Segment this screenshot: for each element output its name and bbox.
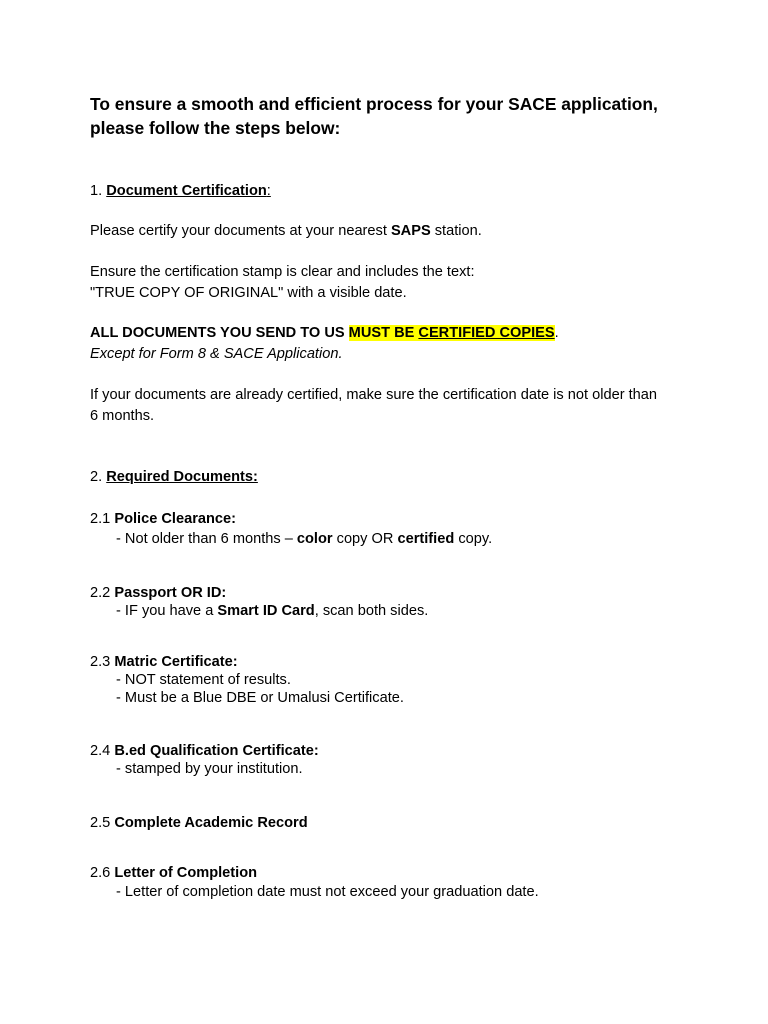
police-clearance-detail [116, 529, 492, 550]
detail-text: , scan both sides. [314, 603, 429, 619]
item-title: Letter of Completion [114, 865, 258, 881]
warning-period: . [554, 325, 559, 341]
warning-text: ALL DOCUMENTS YOU SEND TO US [90, 325, 349, 341]
matric-detail-line-1: - NOT statement of results. [116, 672, 291, 688]
detail-text: - IF you have a [116, 603, 218, 619]
certified-copies-warning [90, 323, 559, 344]
item-number: 2.5 [90, 815, 115, 831]
item-police-clearance [90, 509, 236, 530]
item-title: Matric Certificate: [114, 654, 238, 670]
saps-text: SAPS [390, 223, 431, 239]
item-number: 2.1 [90, 511, 115, 527]
warning-highlight [349, 325, 555, 341]
item-number: 2.3 [90, 654, 115, 670]
item-title: B.ed Qualification Certificate: [114, 743, 319, 759]
item-number: 2.6 [90, 865, 115, 881]
certify-text: Please certify your documents at your nearest [90, 223, 391, 239]
item-title: Passport OR ID: [114, 585, 227, 601]
certify-instruction [90, 221, 482, 242]
smart-id-card-text: Smart ID Card [217, 603, 315, 619]
letter-of-completion-detail: - Letter of completion date must not exceed your graduation date. [116, 884, 539, 900]
certification-age-line-1: If your documents are already certified, make sure the certification date is not older than [90, 387, 658, 403]
section-1-title: Document Certification [106, 183, 267, 199]
detail-text: copy OR [332, 531, 398, 547]
section-1-heading [90, 181, 271, 202]
must-be-text: MUST BE [348, 325, 419, 341]
item-letter-of-completion [90, 863, 257, 884]
bed-qualification-detail: - stamped by your institution. [116, 761, 303, 777]
certified-text: certified [397, 531, 455, 547]
station-text: station. [430, 223, 482, 239]
certification-age-line-2: 6 months. [90, 408, 155, 424]
section-2-number: 2. [90, 469, 107, 485]
detail-text: copy. [454, 531, 493, 547]
section-2-heading [90, 467, 258, 488]
page-heading-line-2: please follow the steps below: [90, 118, 341, 138]
stamp-instruction-line-1: Ensure the certification stamp is clear and includes the text: [90, 264, 475, 280]
section-2-title: Required Documents: [106, 469, 258, 485]
section-1-number: 1. [90, 183, 107, 199]
item-number: 2.2 [90, 585, 115, 601]
item-number: 2.4 [90, 743, 115, 759]
detail-text: - Not older than 6 months – [116, 531, 297, 547]
passport-id-detail [116, 601, 428, 622]
section-1-colon: : [266, 183, 271, 199]
stamp-instruction-line-2: "TRUE COPY OF ORIGINAL" with a visible date. [90, 285, 407, 301]
color-text: color [296, 531, 333, 547]
matric-detail-line-2: - Must be a Blue DBE or Umalusi Certificate. [116, 690, 404, 706]
certified-copies-text: CERTIFIED COPIES [418, 325, 555, 341]
item-title: Police Clearance: [114, 511, 237, 527]
item-academic-record [90, 813, 308, 834]
item-title: Complete Academic Record [114, 815, 308, 831]
exception-note: Except for Form 8 & SACE Application. [90, 346, 343, 362]
page-heading-line-1: To ensure a smooth and efficient process for your SACE application, [90, 94, 658, 114]
